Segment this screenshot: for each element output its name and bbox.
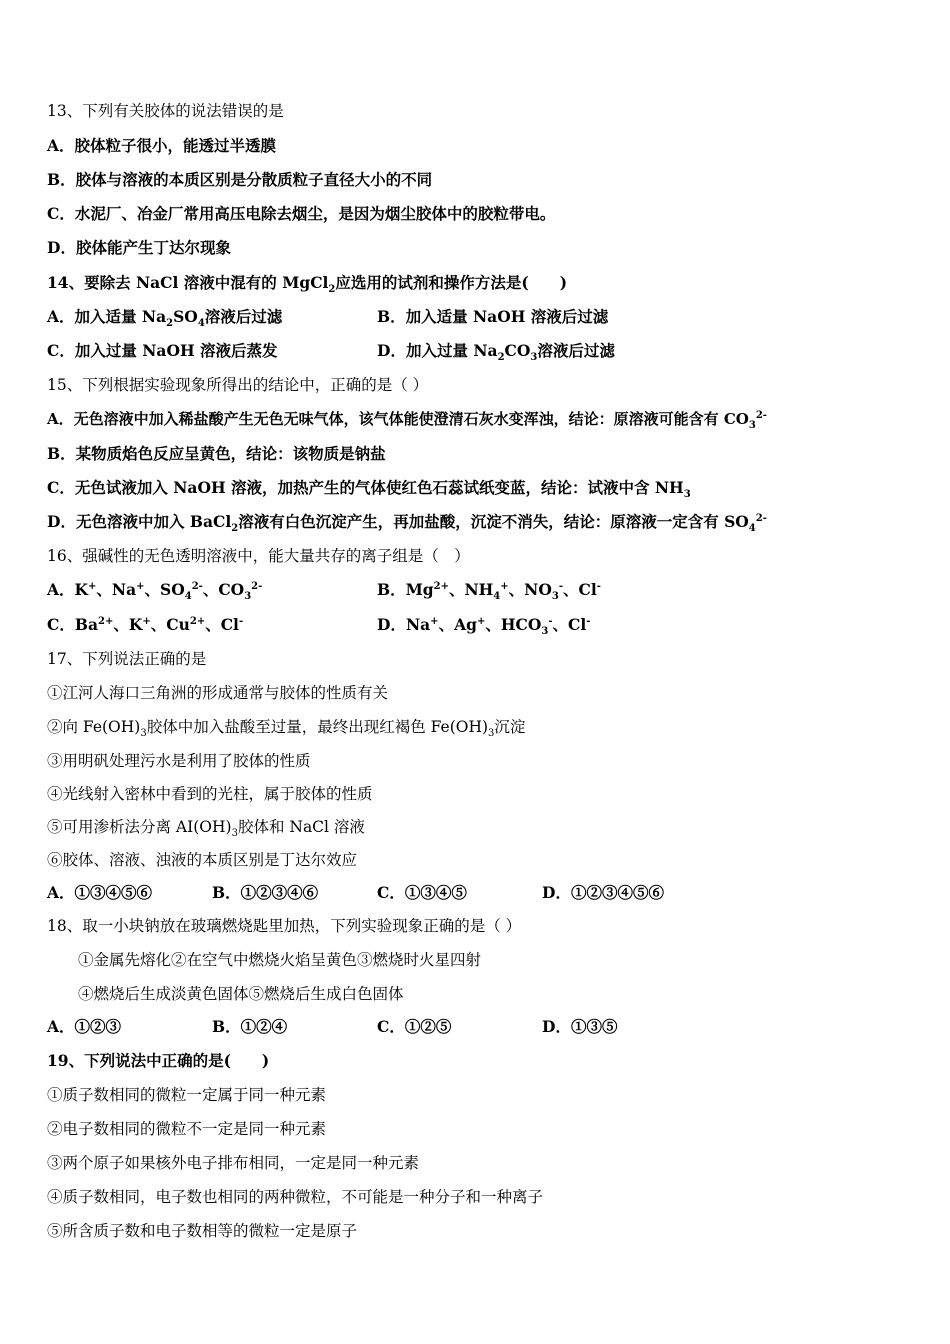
q18-option-a: A．①②③ — [47, 1017, 122, 1036]
q15-option-d: D．无色溶液中加入 BaCl$_2$溶液有白色沉淀产生，再加盐酸，沉淀不消失，结论：原溶液一定含有 $SO_4^{2-}$ — [47, 512, 767, 535]
q14-option-b: B．加入适量 NaOH 溶液后过滤 — [377, 307, 609, 326]
q15-option-a: A．无色溶液中加入稀盐酸产生无色无味气体，该气体能使澄清石灰水变浑浊，结论：原溶液可能含有 $CO_3^{2-}$ — [47, 410, 767, 431]
q18-phenomena-line-1: ①金属先熔化②在空气中燃烧火焰呈黄色③燃烧时火星四射 — [78, 951, 482, 969]
q19-statement-2: ②电子数相同的微粒不一定是同一种元素 — [47, 1120, 327, 1138]
q18-stem: 18、取一小块钠放在玻璃燃烧匙里加热，下列实验现象正确的是（ ） — [47, 917, 522, 935]
q17-statement-2: ②向 $Fe(OH)_3$胶体中加入盐酸至过量，最终出现红褐色 $Fe(OH)_3$沉淀 — [47, 718, 526, 740]
q18-option-b: B．①②④ — [212, 1017, 288, 1036]
q16-option-c: C．$Ba^{2+}$、K+、$Cu^{2+}$、Cl- — [47, 615, 244, 634]
q15-stem: 15、下列根据实验现象所得出的结论中，正确的是（ ） — [47, 376, 429, 394]
q18-option-d: D．①③⑤ — [542, 1017, 618, 1036]
q19-statement-3: ③两个原子如果核外电子排布相同，一定是同一种元素 — [47, 1154, 420, 1172]
q16-stem: 16、强碱性的无色透明溶液中，能大量共存的离子组是（ ） — [47, 547, 470, 565]
q15-option-b: B．某物质焰色反应呈黄色，结论：该物质是钠盐 — [47, 444, 386, 463]
q15-option-c: C．无色试液加入 NaOH 溶液，加热产生的气体使红色石蕊试纸变蓝，结论：试液中含 $NH_3$ — [47, 478, 691, 501]
q17-option-c: C．①③④⑤ — [377, 883, 467, 902]
q17-statement-3: ③用明矾处理污水是利用了胶体的性质 — [47, 752, 311, 770]
q16-option-d: D．Na+、Ag+、$HCO_3^-$、Cl- — [377, 615, 591, 638]
q17-statement-1: ①江河人海口三角洲的形成通常与胶体的性质有关 — [47, 684, 389, 702]
q17-option-a: A．①③④⑤⑥ — [47, 883, 153, 902]
q13-option-b: B．胶体与溶液的本质区别是分散质粒子直径大小的不同 — [47, 170, 433, 189]
q14-option-d: D．加入过量 $Na_2CO_3$溶液后过滤 — [377, 341, 615, 364]
q13-option-c: C．水泥厂、冶金厂常用高压电除去烟尘，是因为烟尘胶体中的胶粒带电。 — [47, 204, 556, 223]
q16-option-a: A．K+、Na+、$SO_4^{2-}$、$CO_3^{2-}$ — [47, 580, 263, 603]
q14-stem: 14、要除去 NaCl 溶液中混有的 MgCl$_2$应选用的试剂和操作方法是( ) — [47, 273, 568, 296]
q17-option-b: B．①②③④⑥ — [212, 883, 319, 902]
q17-statement-5: ⑤可用渗析法分离 $AI(OH)_3$胶体和 NaCl 溶液 — [47, 818, 365, 840]
q17-option-d: D．①②③④⑤⑥ — [542, 883, 664, 902]
q14-option-a: A．加入适量 $Na_2SO_4$溶液后过滤 — [47, 307, 283, 330]
q19-statement-4: ④质子数相同，电子数也相同的两种微粒，不可能是一种分子和一种离子 — [47, 1188, 544, 1206]
q13-option-d: D．胶体能产生丁达尔现象 — [47, 238, 231, 257]
q19-stem: 19、下列说法中正确的是( ) — [47, 1051, 270, 1070]
q17-statement-6: ⑥胶体、溶液、浊液的本质区别是丁达尔效应 — [47, 851, 358, 869]
q18-option-c: C．①②⑤ — [377, 1017, 452, 1036]
q14-option-c: C．加入过量 NaOH 溶液后蒸发 — [47, 341, 278, 360]
q18-phenomena-line-2: ④燃烧后生成淡黄色固体⑤燃烧后生成白色固体 — [78, 985, 404, 1003]
q19-statement-1: ①质子数相同的微粒一定属于同一种元素 — [47, 1086, 327, 1104]
q17-stem: 17、下列说法正确的是 — [47, 650, 207, 668]
q19-statement-5: ⑤所含质子数和电子数相等的微粒一定是原子 — [47, 1222, 358, 1240]
q16-option-b: B．$Mg^{2+}$、$NH_4^+$、$NO_3^-$、Cl- — [377, 580, 601, 603]
q13-stem: 13、下列有关胶体的说法错误的是 — [47, 102, 284, 120]
q13-option-a: A．胶体粒子很小，能透过半透膜 — [47, 136, 277, 155]
q17-statement-4: ④光线射入密林中看到的光柱，属于胶体的性质 — [47, 785, 373, 803]
